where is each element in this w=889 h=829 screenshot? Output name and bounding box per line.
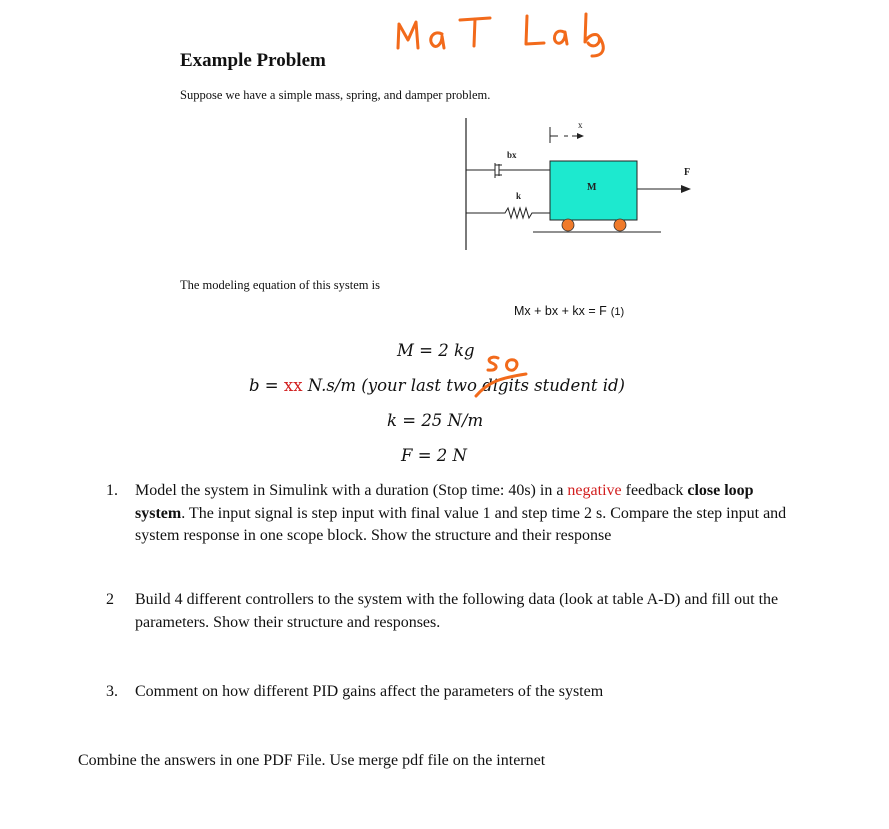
force-label: F	[684, 167, 691, 178]
wheel-right	[614, 219, 626, 231]
param-force: F = 2 N	[401, 446, 467, 465]
modeling-equation	[514, 304, 624, 318]
page-title: Example Problem	[180, 50, 326, 71]
damping-prefix: b =	[249, 376, 284, 395]
close-loop-emphasis: close loop system	[135, 482, 754, 522]
handwritten-so-annotation	[470, 352, 540, 402]
wheel-left	[562, 219, 574, 231]
damping-suffix: N.s/m (your last two digits student id)	[302, 376, 625, 395]
question-3-number: 3.	[106, 683, 118, 700]
damper-label: bx	[507, 150, 517, 160]
spring-symbol	[466, 208, 550, 218]
question-1-number: 1.	[106, 482, 118, 499]
handwritten-matlab-title	[392, 8, 622, 60]
damper-symbol	[466, 163, 550, 178]
question-3-text: Comment on how different PID gains affect the parameters of the system	[135, 683, 604, 700]
modeling-text: The modeling equation of this system is	[180, 278, 380, 292]
question-2-text: Build 4 different controllers to the system with the following data (look at table A-D) and fill out the parameters. Show their structure and responses.	[135, 591, 779, 631]
x-label: x	[578, 120, 583, 130]
mass-label: M	[587, 182, 597, 193]
intro-text: Suppose we have a simple mass, spring, and damper problem.	[180, 88, 491, 102]
param-mass: M = 2 kg	[397, 341, 475, 360]
param-damping	[249, 376, 625, 395]
equation-tag: (1)	[610, 306, 625, 318]
mass-spring-damper-diagram	[455, 112, 705, 257]
param-spring: k = 25 N/m	[387, 411, 484, 430]
question-1-text: Model the system in Simulink with a duration (Stop time: 40s) in a negative feedback close loop system. The input signal is step input with final value 1 and step time 2 s. Compare the step input and system response in one scope block. Show the structure and their response	[135, 482, 787, 544]
force-arrow	[637, 185, 691, 193]
footer-instruction: Combine the answers in one PDF File. Use merge pdf file on the internet	[78, 752, 546, 769]
question-2-number: 2	[106, 591, 114, 608]
negative-highlight: negative	[567, 482, 622, 499]
equation-text: Mx + bx + kx = F	[514, 304, 607, 318]
spring-label: k	[516, 191, 522, 201]
damping-value: xx	[283, 376, 303, 395]
